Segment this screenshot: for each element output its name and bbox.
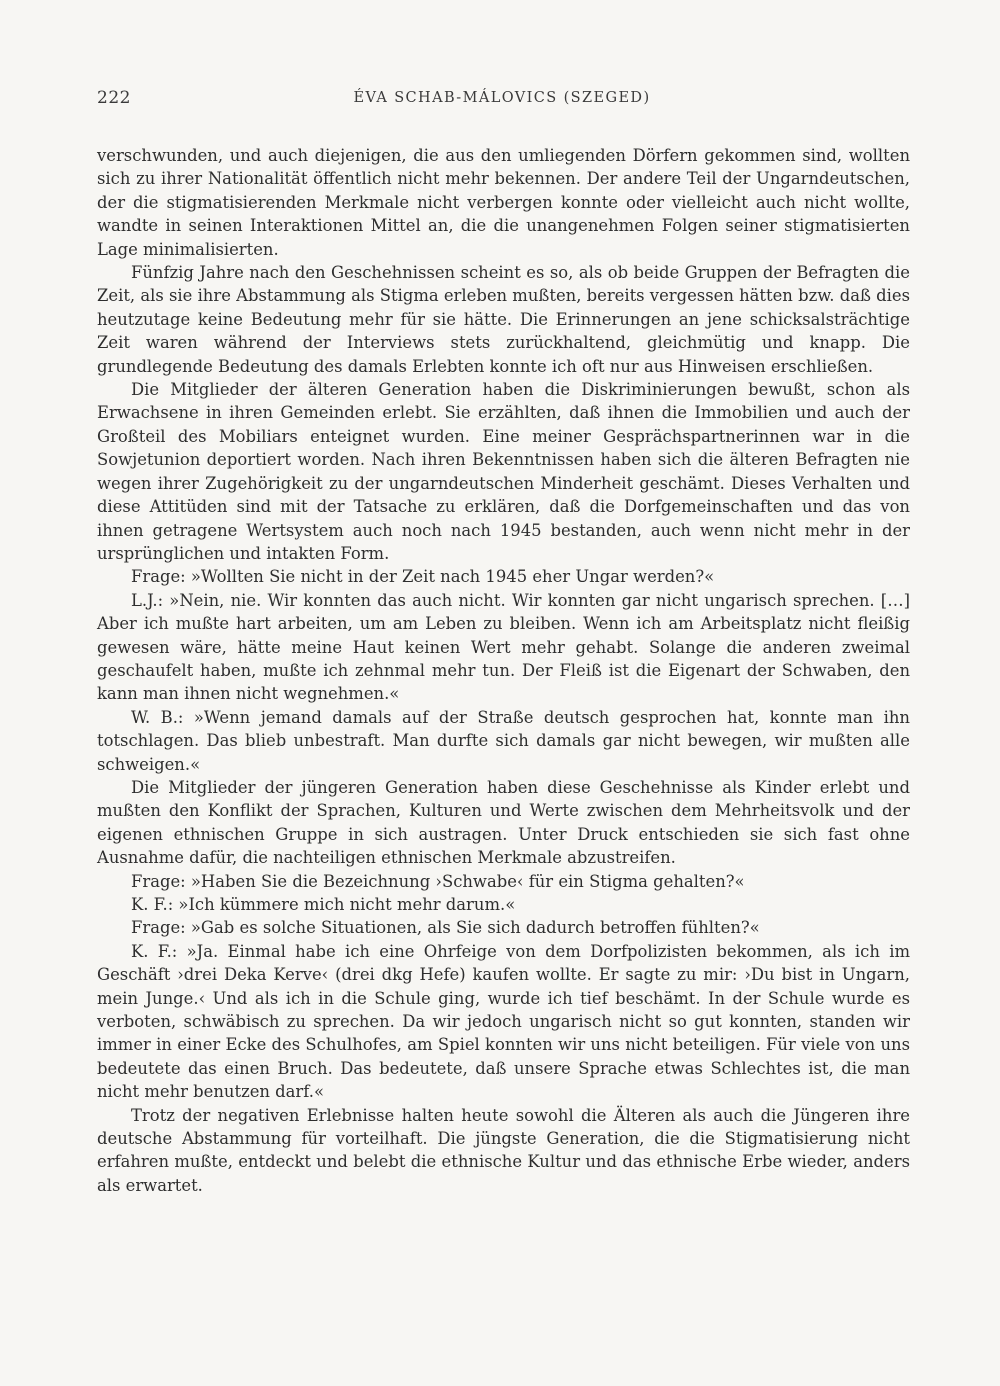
paragraph-older-generation: Die Mitglieder der älteren Generation haben die Diskriminierungen bewußt, schon als Erwachsene in ihren Gemeinden erlebt. Sie erzählten, daß ihnen die Immobilien und auch der Großteil des Mobiliars enteignet wurden. Eine meiner Gesprächspartnerinnen war in die Sowjetunion deportiert worden. Nach ihren Bekenntnissen haben sich die älteren Befragten nie wegen ihrer Zugehörigkeit zu der ungarndeutschen Minderheit geschämt. Dieses Verhalten und diese Attitüden sind mit der Tatsache zu erklären, daß die Dorfgemeinschaften und das von ihnen getragene Wertsystem auch noch nach 1945 bestanden, auch wenn nicht mehr in der ursprünglichen und intakten Form. <box>97 380 910 563</box>
page-number: 222 <box>97 88 131 108</box>
running-header <box>97 88 907 116</box>
interview-question: Frage: »Wollten Sie nicht in der Zeit nach 1945 eher Ungar werden?« <box>131 567 715 587</box>
paragraph-conclusion: Trotz der negativen Erlebnisse halten heute sowohl die Älteren als auch die Jüngeren ihre deutsche Abstammung für vorteilhaft. Die jüngste Generation, die die Stigmatisierung nicht erfahren mußte, entdeckt und belebt die ethnische Kultur und das ethnische Erbe wieder, anders als erwartet. <box>97 1105 910 1195</box>
interview-answer-kf: K. F.: »Ich kümmere mich nicht mehr darum.« <box>131 895 516 914</box>
paragraph-younger-generation: Die Mitglieder der jüngeren Generation haben diese Geschehnisse als Kinder erlebt und mußten den Konflikt der Sprachen, Kulturen und Werte zwischen dem Mehrheitsvolk und der eigenen ethnischen Gruppe in sich austragen. Unter Druck entschieden sie sich fast ohne Ausnahme dafür, die nachteiligen ethnischen Merkmale abzustreifen. <box>97 777 910 868</box>
running-title: ÉVA SCHAB-MÁLOVICS (SZEGED) <box>353 90 651 106</box>
paragraph-fifty-years: Fünfzig Jahre nach den Geschehnissen scheint es so, als ob beide Gruppen der Befragten die Zeit, als sie ihre Abstammung als Stigma erleben mußten, bereits vergessen hätten bzw. daß dies heutzutage keine Bedeutung mehr für sie hätte. Die Erinnerungen an jene schicksalsträchtige Zeit waren während der Interviews stets zurückhaltend, gleichmütig und knapp. Die grundlegende Bedeutung des damals Erlebten konnte ich oft nur aus Hinweisen erschließen. <box>97 263 910 376</box>
interview-answer-kf: K. F.: »Ja. Einmal habe ich eine Ohrfeige von dem Dorfpolizisten bekommen, als ich im Geschäft ›drei Deka Kerve‹ (drei dkg Hefe) kaufen wollte. Er sagte zu mir: ›Du bist in Ungarn, mein Junge.‹ Und als ich in die Schule ging, wurde ich tief beschämt. In der Schule wurde es verboten, schwäbisch zu sprechen. Da wir jedoch ungarisch nicht so gut konnten, standen wir immer in einer Ecke des Schulhofes, am Spiel konnten wir uns nicht beteiligen. Für viele von uns bedeutete das einen Bruch. Das bedeutete, daß unsere Sprache etwas Schlechtes ist, die man nicht mehr benutzen darf.« <box>97 941 910 1102</box>
paragraph-continuation: verschwunden, und auch diejenigen, die aus den umliegenden Dörfern gekommen sind, wollten sich zu ihrer Nationalität öffentlich nicht mehr bekennen. Der andere Teil der Ungarndeutschen, der die stigmatisierenden Merkmale nicht verbergen konnte oder vielleicht auch nicht wollte, wandte in seinen Interaktionen Mittel an, die die unangenehmen Folgen seiner stigmatisierten Lage minimalisierten. <box>97 146 910 259</box>
interview-question: Frage: »Gab es solche Situationen, als Sie sich dadurch betroffen fühlten?« <box>131 918 760 938</box>
interview-answer-wb: W. B.: »Wenn jemand damals auf der Straße deutsch gesprochen hat, konnte man ihn totschlagen. Das blieb unbestraft. Man durfte sich damals gar nicht bewegen, wir mußten alle schweigen.« <box>97 707 910 774</box>
body-text <box>97 144 910 1197</box>
interview-answer-lj: L.J.: »Nein, nie. Wir konnten das auch nicht. Wir konnten gar nicht ungarisch sprechen. […] Aber ich mußte hart arbeiten, um am Leben zu bleiben. Wenn ich am Arbeitsplatz nicht fleißig gewesen wäre, hätte meine Haut keinen Wert mehr gehabt. Solange die anderen zweimal geschaufelt haben, mußte ich zehnmal mehr tun. Der Fleiß ist die Eigenart der Schwaben, den kann man ihnen nicht wegnehmen.« <box>97 590 910 704</box>
interview-question: Frage: »Haben Sie die Bezeichnung ›Schwabe‹ für ein Stigma gehalten?« <box>131 871 745 891</box>
